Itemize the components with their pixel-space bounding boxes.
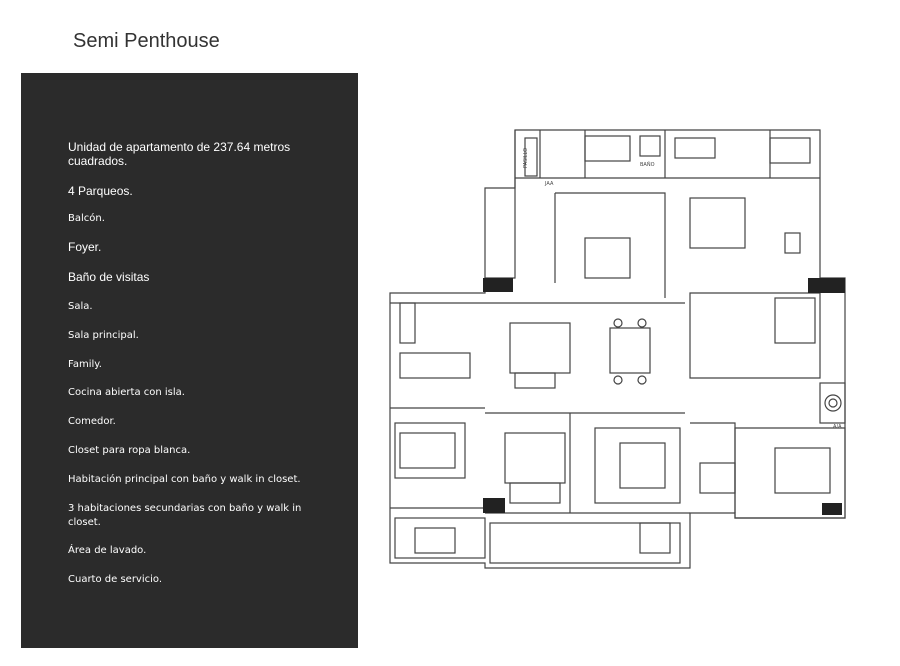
floor-plan-image [385, 128, 855, 578]
feature-laundry: Área de lavado. [68, 545, 147, 556]
page-title: Semi Penthouse [73, 30, 220, 52]
feature-guest-bath: Baño de visitas [68, 270, 150, 284]
feature-area: Unidad de apartamento de 237.64 metros cuadrados. [68, 140, 291, 168]
label-pasillo: PASILLO [523, 147, 529, 168]
feature-linen-closet: Closet para ropa blanca. [68, 445, 191, 456]
feature-main-living: Sala principal. [68, 330, 139, 341]
feature-living: Sala. [68, 301, 93, 312]
label-jaa: JAA [545, 181, 554, 187]
feature-dining: Comedor. [68, 416, 116, 427]
feature-secondary-bedrooms: 3 habitaciones secundarias con baño y walk in closet. [68, 503, 302, 528]
features-panel [21, 73, 358, 648]
feature-kitchen: Cocina abierta con isla. [68, 387, 185, 398]
feature-master-bedroom: Habitación principal con baño y walk in closet. [68, 474, 301, 485]
label-aa: A/A [833, 424, 842, 430]
feature-parking: 4 Parqueos. [68, 184, 133, 198]
feature-service-room: Cuarto de servicio. [68, 574, 163, 585]
label-bano: BAÑO [640, 162, 655, 168]
feature-balcony: Balcón. [68, 213, 105, 224]
feature-foyer: Foyer. [68, 240, 102, 254]
feature-family: Family. [68, 359, 102, 370]
